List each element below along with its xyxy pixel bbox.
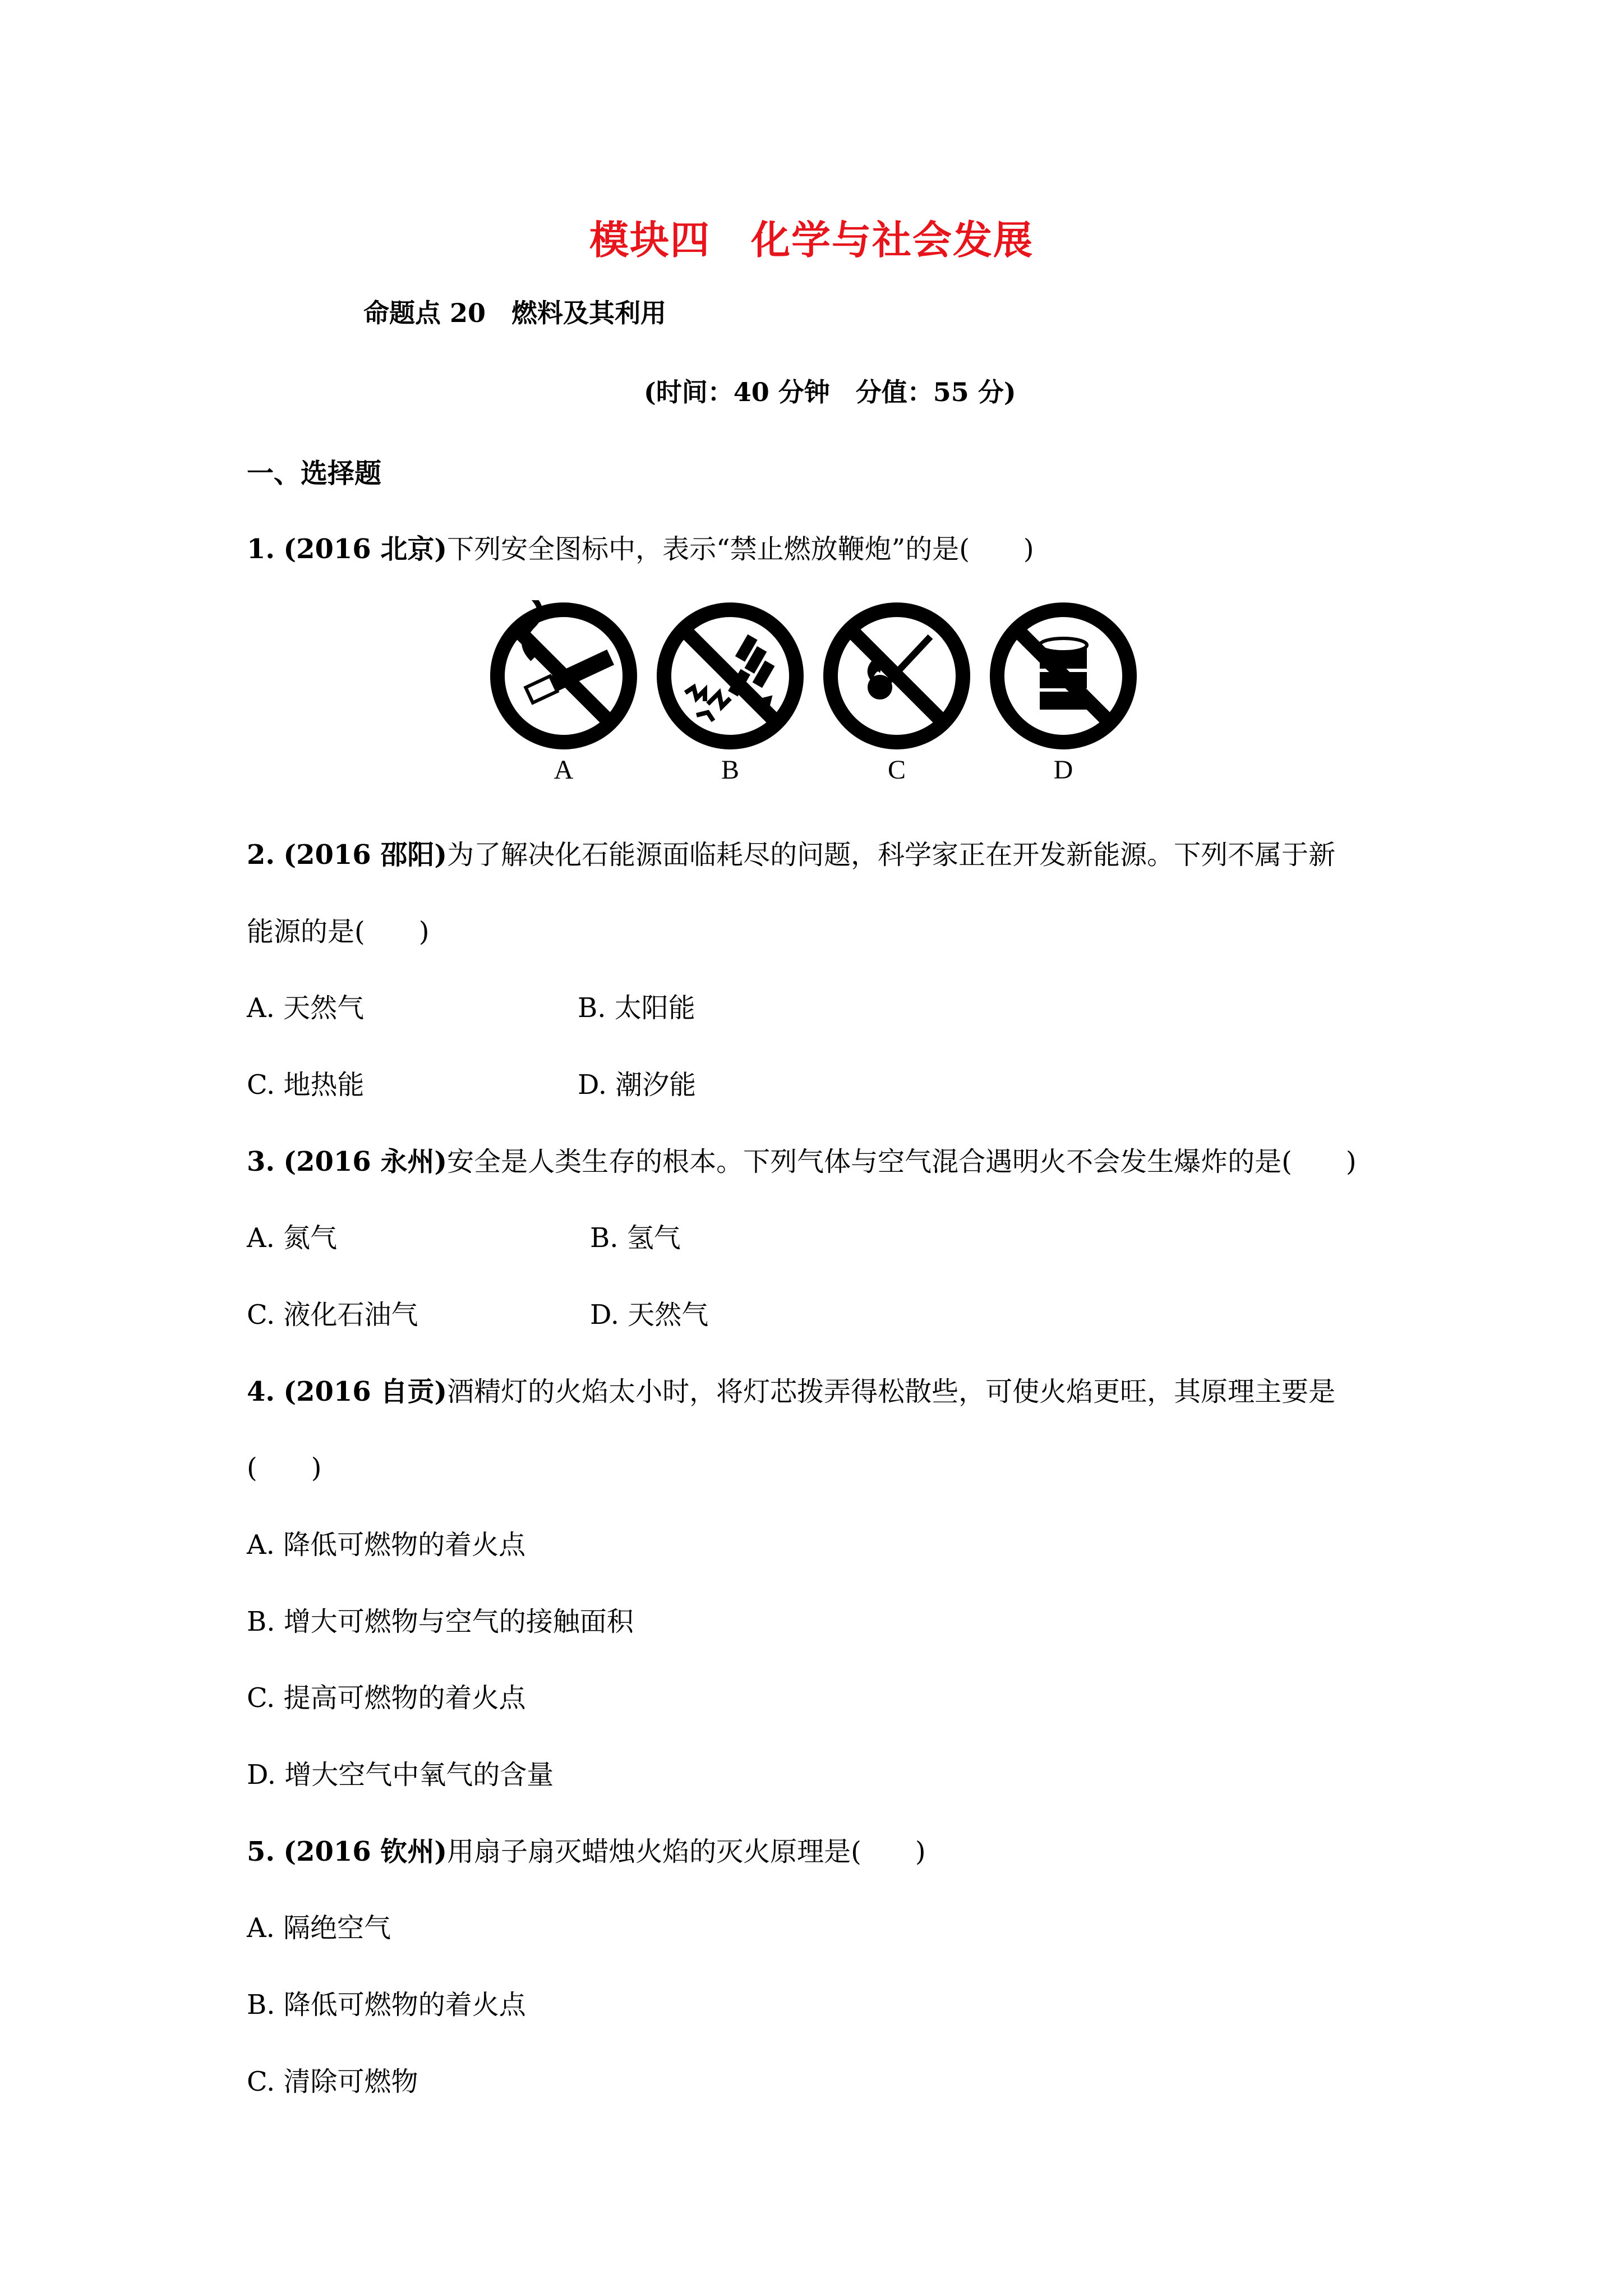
- question-source: (2016 自贡): [283, 1376, 448, 1407]
- option-b: B. 太阳能: [578, 992, 695, 1024]
- option-a: A. 降低可燃物的着火点: [247, 1529, 526, 1561]
- option-d: D. 增大空气中氧气的含量: [247, 1759, 554, 1791]
- safety-signs-svg: [488, 600, 1150, 752]
- no-flammables-icon: [997, 610, 1129, 742]
- option-a: A. 氮气: [247, 1222, 338, 1254]
- no-open-flame-icon: [831, 610, 963, 742]
- question-source: (2016 邵阳): [283, 839, 448, 871]
- option-c: C. 提高可燃物的着火点: [247, 1682, 526, 1714]
- question-number: 1.: [247, 533, 275, 565]
- no-smoking-icon: [497, 600, 630, 742]
- question-2: [247, 833, 1335, 872]
- time-score-info: (时间：40 分钟 分值：55 分): [644, 377, 1016, 407]
- no-firecrackers-icon: [664, 610, 796, 742]
- question-source: (2016 永州): [283, 1146, 448, 1177]
- question-text: 安全是人类生存的根本。下列气体与空气混合遇明火不会发生爆炸的是( ): [447, 1146, 1357, 1177]
- question-3: [247, 1140, 1357, 1179]
- question-source: (2016 钦州): [283, 1836, 448, 1867]
- figure-label-c: C: [887, 755, 906, 785]
- question-number: 2.: [247, 839, 275, 871]
- option-a: A. 天然气: [247, 992, 365, 1024]
- question-source: (2016 北京): [283, 533, 448, 565]
- figure-label-b: B: [721, 755, 739, 785]
- option-d: D. 天然气: [590, 1299, 709, 1331]
- question-4: [247, 1370, 1335, 1409]
- option-a: A. 隔绝空气: [247, 1912, 391, 1944]
- figure-label-a: A: [554, 755, 574, 785]
- question-4-continued: ( ): [247, 1452, 322, 1484]
- safety-signs-figure: [488, 600, 1150, 780]
- question-text: 用扇子扇灭蜡烛火焰的灭火原理是( ): [447, 1836, 926, 1867]
- topic-subtitle: 命题点 20 燃料及其利用: [363, 298, 667, 328]
- option-b: B. 降低可燃物的着火点: [247, 1989, 526, 2021]
- question-text: 为了解决化石能源面临耗尽的问题，科学家正在开发新能源。下列不属于新: [447, 839, 1336, 871]
- question-1: [247, 527, 1034, 566]
- option-c: C. 地热能: [247, 1069, 365, 1101]
- question-number: 5.: [247, 1836, 275, 1867]
- question-number: 4.: [247, 1376, 275, 1407]
- option-c: C. 清除可燃物: [247, 2066, 418, 2097]
- question-text: 下列安全图标中，表示“禁止燃放鞭炮”的是( ): [447, 533, 1034, 565]
- section-heading: 一、选择题: [247, 458, 382, 489]
- option-b: B. 氢气: [590, 1222, 681, 1254]
- question-number: 3.: [247, 1146, 275, 1177]
- page-title: 模块四 化学与社会发展: [589, 217, 1034, 263]
- option-c: C. 液化石油气: [247, 1299, 418, 1331]
- option-b: B. 增大可燃物与空气的接触面积: [247, 1606, 634, 1637]
- question-text: 酒精灯的火焰太小时，将灯芯拨弄得松散些，可使火焰更旺，其原理主要是: [447, 1376, 1336, 1407]
- question-2-continued: 能源的是( ): [247, 916, 430, 947]
- question-5: [247, 1830, 926, 1869]
- option-d: D. 潮汐能: [578, 1069, 697, 1101]
- figure-label-d: D: [1053, 755, 1073, 785]
